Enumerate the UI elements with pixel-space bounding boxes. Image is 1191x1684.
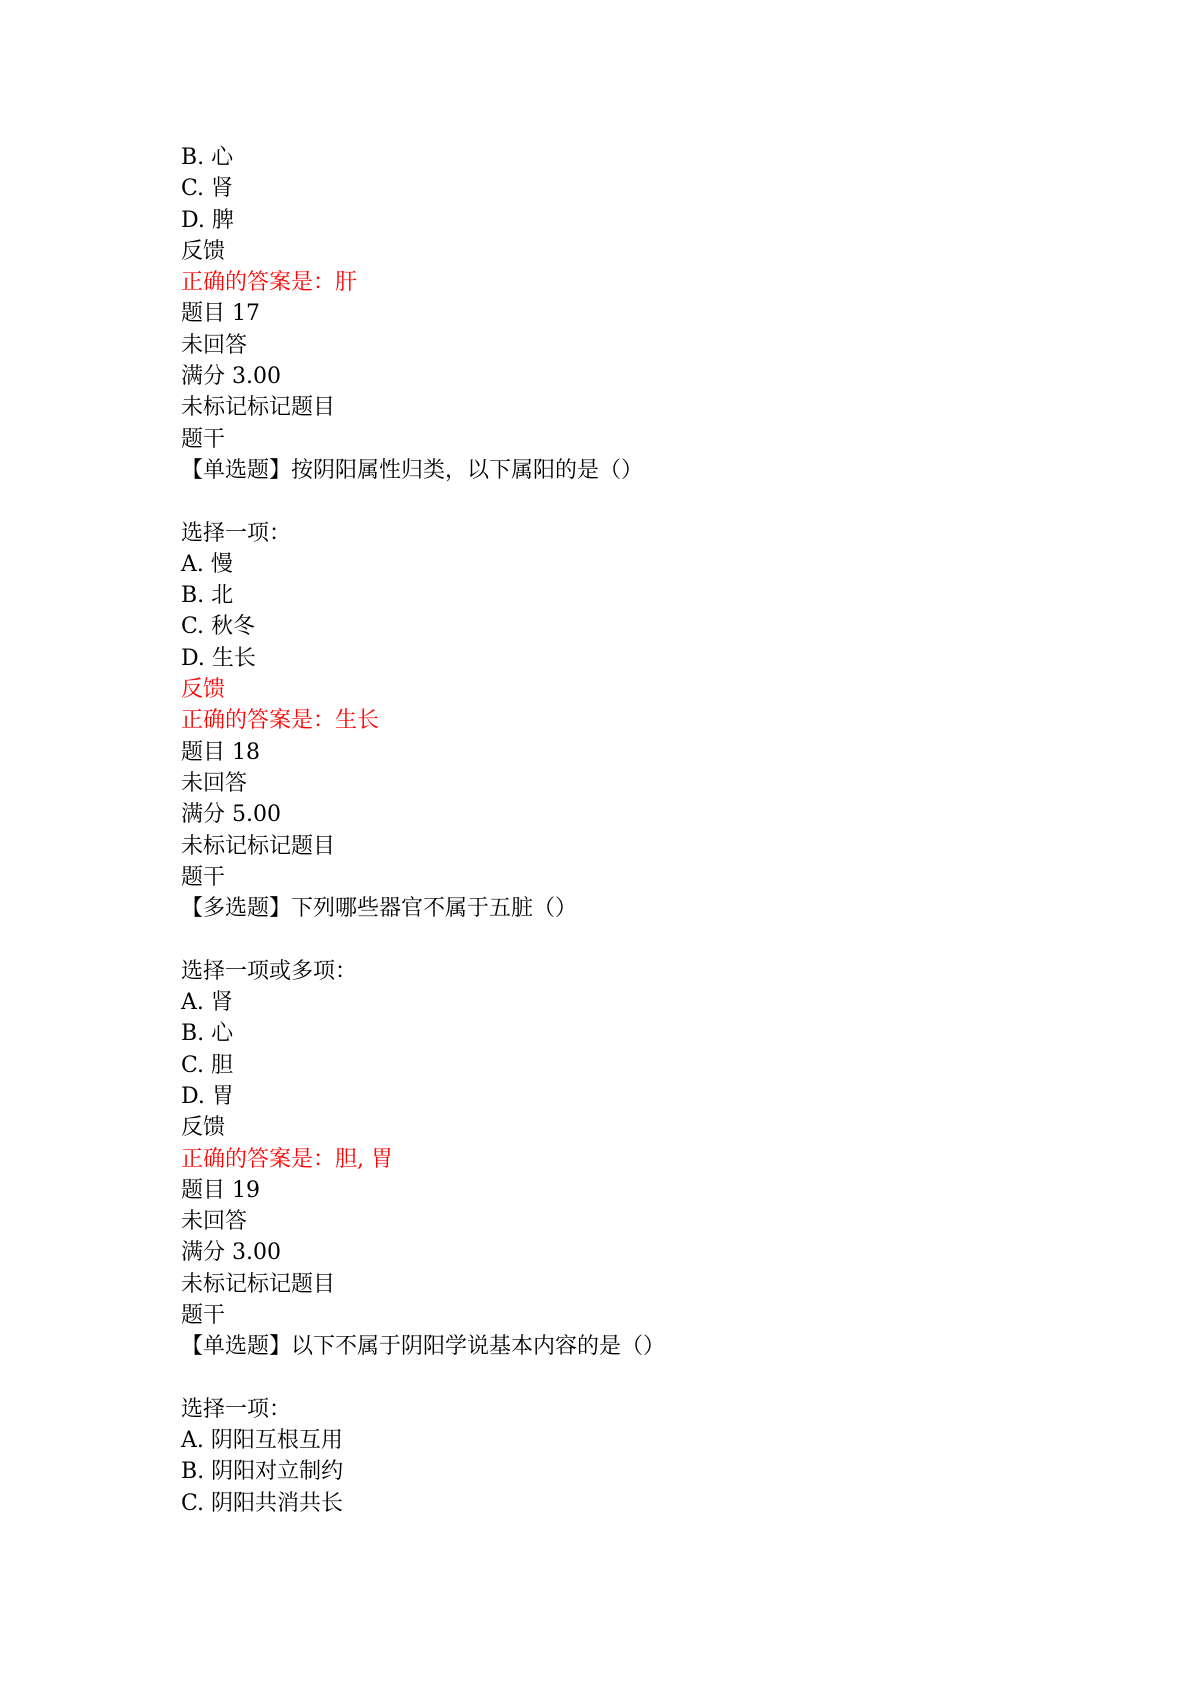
feedback-label: 反馈: [181, 677, 226, 703]
question-score: 满分 5.00: [181, 802, 281, 828]
spacer: [181, 1363, 1081, 1394]
question-score: 满分 3.00: [181, 364, 281, 390]
choose-prompt: 选择一项：: [181, 520, 292, 546]
question-stem-label: 题干: [181, 1302, 226, 1328]
feedback-label: 反馈: [181, 1115, 226, 1141]
option-b[interactable]: B. 阴阳对立制约: [181, 1459, 344, 1485]
flag-question[interactable]: 未标记标记题目: [181, 833, 336, 859]
question-text: 【单选题】以下不属于阴阳学说基本内容的是（）: [181, 1334, 666, 1360]
question-number: 题目 17: [181, 301, 260, 327]
document-page: [181, 142, 1081, 1519]
option-b[interactable]: B. 北: [181, 583, 234, 609]
option-c[interactable]: C. 秋冬: [181, 614, 256, 640]
option-c[interactable]: C. 胆: [181, 1052, 234, 1078]
correct-answer: 正确的答案是：肝: [181, 270, 358, 296]
question-text: 【单选题】按阴阳属性归类，以下属阳的是（）: [181, 457, 644, 483]
option-c: C. 肾: [181, 176, 234, 202]
flag-question[interactable]: 未标记标记题目: [181, 1271, 336, 1297]
question-stem-label: 题干: [181, 864, 226, 890]
option-c[interactable]: C. 阴阳共消共长: [181, 1490, 344, 1516]
correct-answer: 正确的答案是：生长: [181, 708, 380, 734]
option-a[interactable]: A. 慢: [181, 551, 233, 577]
feedback-label: 反馈: [181, 238, 226, 264]
spacer: [181, 486, 1081, 517]
answer-status: 未回答: [181, 332, 248, 358]
option-d: D. 脾: [181, 207, 234, 233]
option-a[interactable]: A. 肾: [181, 990, 233, 1016]
option-b[interactable]: B. 心: [181, 1021, 234, 1047]
spacer: [181, 924, 1081, 955]
option-a[interactable]: A. 阴阳互根互用: [181, 1428, 343, 1454]
choose-prompt: 选择一项或多项：: [181, 958, 358, 984]
question-number: 题目 18: [181, 739, 260, 765]
question-number: 题目 19: [181, 1177, 260, 1203]
answer-status: 未回答: [181, 1209, 248, 1235]
option-d[interactable]: D. 生长: [181, 645, 256, 671]
option-d[interactable]: D. 胃: [181, 1083, 234, 1109]
question-score: 满分 3.00: [181, 1240, 281, 1266]
option-b: B. 心: [181, 145, 234, 170]
correct-answer: 正确的答案是：胆, 胃: [181, 1146, 393, 1172]
question-stem-label: 题干: [181, 426, 226, 452]
answer-status: 未回答: [181, 770, 248, 796]
question-text: 【多选题】下列哪些器官不属于五脏（）: [181, 896, 578, 922]
flag-question[interactable]: 未标记标记题目: [181, 395, 336, 421]
choose-prompt: 选择一项：: [181, 1396, 292, 1422]
